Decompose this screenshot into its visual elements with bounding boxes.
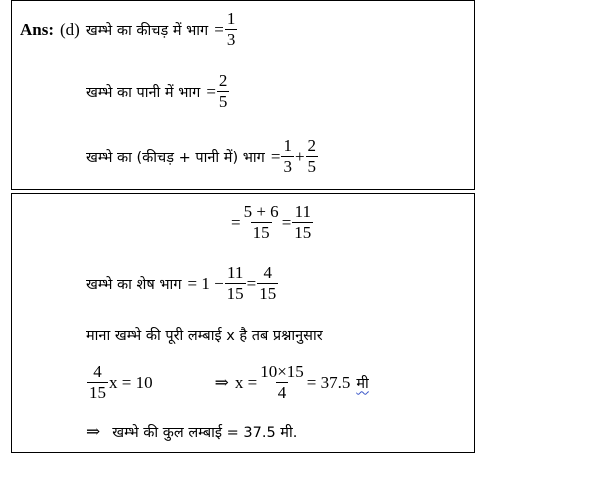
- sum-result-fraction: [292, 202, 313, 243]
- fraction-denominator: 15: [294, 223, 312, 242]
- assume-text: माना खम्भे की पूरी लम्बाई x है तब प्रश्नानुसार: [86, 328, 323, 344]
- fraction-numerator: 2: [218, 71, 228, 90]
- solution-line-equation: [86, 362, 369, 403]
- remaining-part-text: खम्भे का शेष भाग: [86, 276, 182, 293]
- equals-sign: =: [231, 212, 241, 232]
- equation-expr: x = 10: [109, 372, 153, 392]
- solution-line-sum: [231, 202, 314, 243]
- water-fraction: [217, 71, 230, 112]
- combined-fraction-2: [306, 136, 319, 177]
- equals-sign: =: [246, 273, 257, 293]
- fraction-numerator: 5 + 6: [243, 202, 279, 221]
- remaining-fraction-2: [257, 263, 278, 304]
- mud-part-text: खम्भे का कीचड़ में भाग: [85, 22, 209, 39]
- fraction-denominator: 15: [89, 383, 106, 402]
- unit-meter: मी: [356, 375, 369, 392]
- answer-line-water: [86, 71, 230, 112]
- water-part-text: खम्भे का पानी में भाग: [86, 84, 201, 101]
- fraction-numerator: 11: [294, 202, 311, 221]
- fraction-numerator: 11: [226, 263, 244, 282]
- answer-line-combined: [86, 136, 319, 177]
- final-answer-text: खम्भे की कुल लम्बाई = 37.5 मी.: [112, 425, 298, 441]
- fraction-numerator: 10×15: [260, 362, 304, 381]
- remaining-fraction-1: [225, 263, 246, 304]
- sum-fraction: [242, 202, 281, 243]
- fraction-numerator: 2: [307, 136, 317, 155]
- equals-sign: =: [206, 81, 216, 101]
- answer-box: [11, 0, 475, 190]
- answer-line-mud: [20, 9, 238, 50]
- mud-fraction: [225, 9, 238, 50]
- plus-sign: +: [294, 146, 305, 166]
- equation-fraction: [87, 362, 108, 403]
- answer-label: Ans:: [20, 19, 55, 39]
- combined-part-text: खम्भे का (कीचड़ + पानी में) भाग: [86, 149, 265, 166]
- fraction-denominator: 15: [259, 284, 277, 303]
- answer-option: (d): [60, 19, 80, 39]
- fraction-denominator: 5: [307, 157, 317, 176]
- one-minus-expr: = 1 −: [187, 273, 224, 293]
- equals-sign: =: [270, 146, 281, 166]
- implies-arrow-icon: ⇒: [214, 372, 229, 392]
- solution-line-final: [86, 422, 297, 442]
- solution-line-assume: [86, 325, 323, 345]
- equals-sign: =: [281, 212, 292, 232]
- fraction-denominator: 4: [277, 383, 287, 402]
- fraction-numerator: 1: [226, 9, 236, 28]
- fraction-denominator: 3: [226, 30, 236, 49]
- implies-arrow-icon: ⇒: [86, 422, 101, 441]
- combined-fraction-1: [281, 136, 294, 177]
- x-value-fraction: [258, 362, 306, 403]
- fraction-denominator: 5: [218, 92, 228, 111]
- x-result: = 37.5: [306, 372, 351, 392]
- fraction-numerator: 4: [93, 362, 102, 381]
- fraction-numerator: 1: [283, 136, 292, 155]
- x-equals-expr: x =: [234, 372, 258, 392]
- fraction-denominator: 15: [226, 284, 244, 303]
- solution-line-remaining: [86, 263, 279, 304]
- fraction-numerator: 4: [263, 263, 273, 282]
- fraction-denominator: 3: [283, 157, 292, 176]
- solution-box: [11, 193, 475, 453]
- fraction-denominator: 15: [252, 223, 270, 242]
- equals-sign: =: [214, 19, 224, 39]
